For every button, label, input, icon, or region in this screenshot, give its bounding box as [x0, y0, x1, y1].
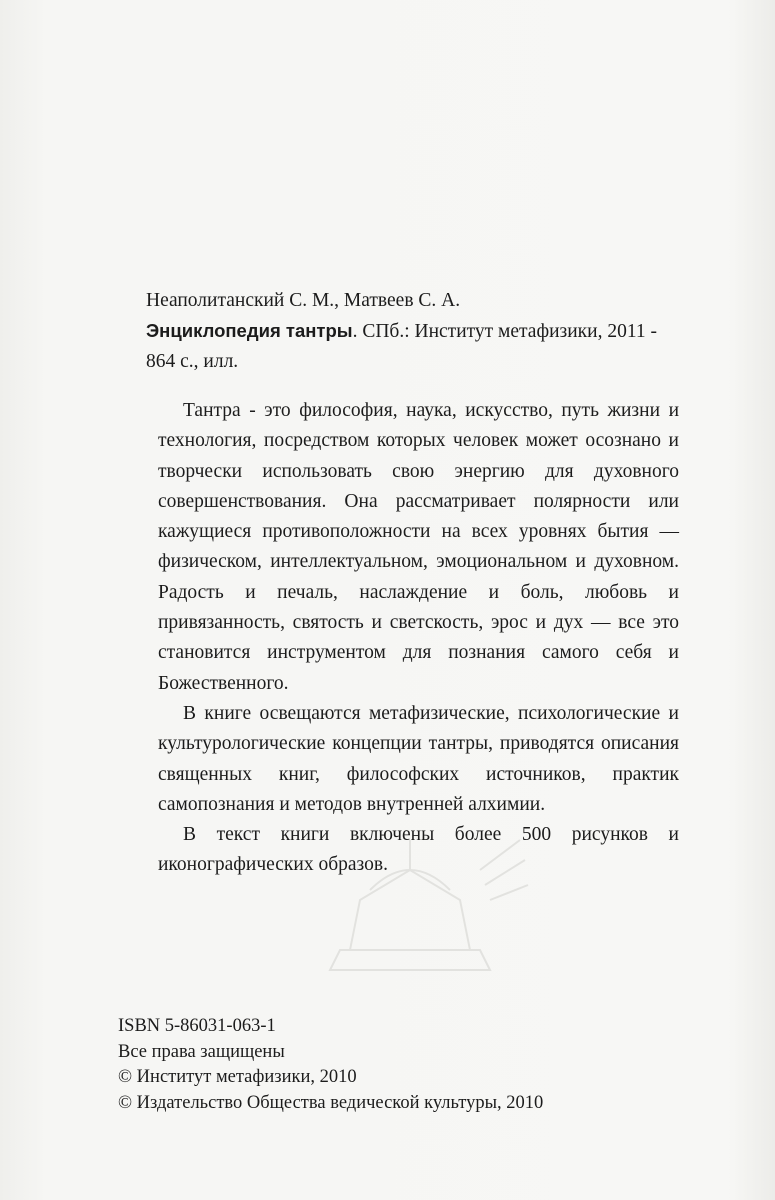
- authors: Неаполитанский С. М., Матвеев С. А.: [146, 290, 461, 311]
- bibliographic-record: [146, 286, 686, 377]
- annotation-paragraph: Тантра - это философия, наука, искусство, путь жизни и технология, посредством которых человек может осознано и творчески использовать свою энергию для духовного совершенствования. Она рассматривает полярности или кажущиеся противоположности на всех уровнях бытия — физическом, интеллектуальном, эмоциональном и духовном. Радость и печаль, наслаждение и боль, любовь и привязанность, святость и светскость, эрос и дух — все это становится инструментом для познания самого себя и Божественного.: [158, 400, 679, 694]
- book-title: Энциклопедия тантры: [146, 320, 353, 341]
- imprint: [118, 1014, 543, 1116]
- rights-notice: Все права защищены: [118, 1041, 285, 1062]
- annotation-paragraph: В текст книги включены более 500 рисунков и иконографических образов.: [158, 824, 679, 876]
- annotation-paragraph: В книге освещаются метафизические, психологические и культурологические концепции тантры, приводятся описания священных книг, философских источников, практик самопознания и методов внутренней алхимии.: [158, 702, 679, 815]
- isbn: ISBN 5-86031-063-1: [118, 1016, 276, 1036]
- annotation: [158, 396, 679, 881]
- copyright-line: © Институт метафизики, 2010: [118, 1067, 357, 1087]
- copyright-line: © Издательство Общества ведической культуры, 2010: [118, 1092, 544, 1113]
- publication-info: . СПб.: Институт метафизики, 2011 - 864 с., илл.: [146, 321, 657, 372]
